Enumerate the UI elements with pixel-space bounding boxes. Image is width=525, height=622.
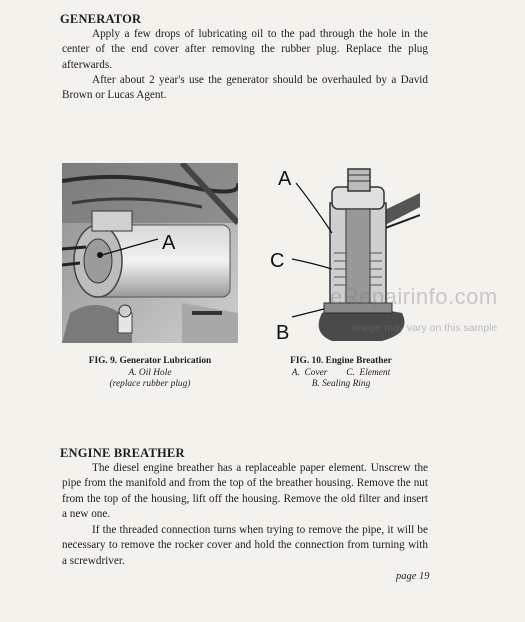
fig10-caption (262, 356, 420, 391)
fig9-caption-title: FIG. 9. Generator Lubrication (88, 356, 212, 366)
section-heading-generator: GENERATOR (60, 12, 142, 26)
fig10-label-c: C (270, 250, 285, 272)
breather-paragraph-2: If the threaded connection turns when trying to remove the pipe, it will be necessary to remove the rocker cover and hold the connection from turning with a screwdriver. (62, 524, 428, 567)
watermark-site: eRepairinfo.com (330, 284, 498, 309)
fig9-caption (62, 356, 238, 391)
section-heading-engine-breather: ENGINE BREATHER (60, 446, 185, 460)
generator-paragraph-1: Apply a few drops of lubricating oil to the pad through the hole in the center of the end cover after removing the rubber plug. Replace the plug afterwards. (62, 28, 428, 71)
fig10-label-b: B (276, 322, 290, 344)
figure-9-photo (62, 163, 238, 343)
fig9-caption-line2: (replace rubber plug) (109, 379, 191, 390)
fig9-label-a: A (162, 232, 176, 254)
fig10-caption-line2: B. Sealing Ring (311, 379, 371, 390)
figure-10-drawing (262, 163, 420, 345)
fig10-caption-title: FIG. 10. Engine Breather (290, 356, 392, 366)
fig9-caption-line1: A. Oil Hole (128, 367, 172, 378)
watermark-note: Image may vary on this sample (352, 322, 498, 334)
fig10-caption-line1: A. Cover C. Element (291, 367, 391, 378)
page-number: page 19 (396, 571, 430, 582)
fig10-label-a: A (278, 168, 292, 190)
generator-illustration (62, 163, 238, 343)
engine-breather-illustration (262, 163, 420, 345)
generator-paragraph-2: After about 2 year's use the generator should be overhauled by a David Brown or Lucas Agent. (62, 74, 428, 102)
breather-paragraph-1: The diesel engine breather has a replaceable paper element. Unscrew the pipe from the manifold and from the top of the breather housing. Remove the nut from the top of the housing, lift off the housing. Remove the old filter and insert a new one. (62, 462, 428, 520)
